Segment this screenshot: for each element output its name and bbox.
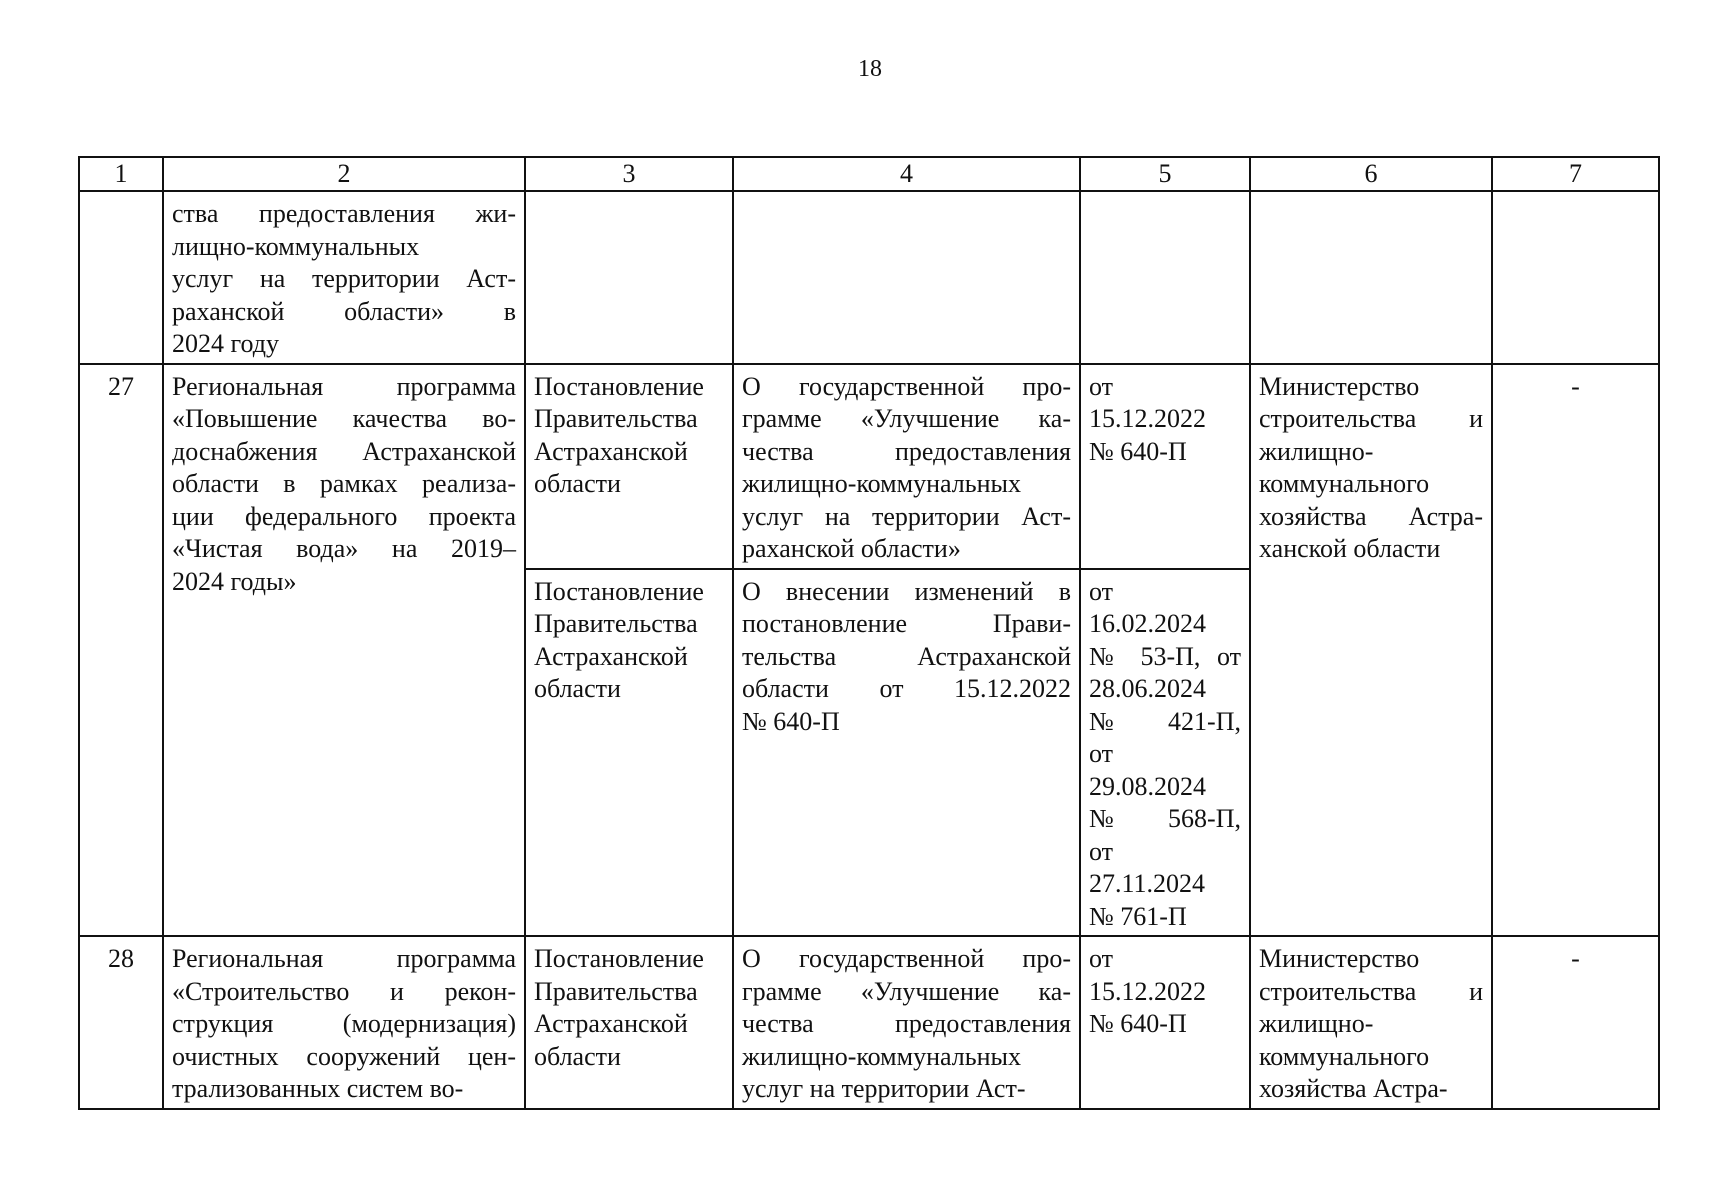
- text-line: О государственной про-: [742, 371, 1071, 401]
- text-line: Правительства: [534, 976, 698, 1006]
- text-line: трализованных систем во-: [172, 1074, 464, 1103]
- text-line: Астраханской: [534, 641, 688, 671]
- text-line: области в рамках реализа-: [172, 469, 516, 498]
- text-line: № 53-П, от: [1089, 641, 1241, 671]
- document-date: [1080, 569, 1250, 937]
- responsible-body: [1250, 936, 1492, 1109]
- text-line: от: [1089, 944, 1114, 973]
- text-line: жилищно-коммунальных: [742, 1041, 1021, 1071]
- text-line: № 640-П: [1089, 436, 1187, 466]
- text-line: «Строительство и рекон-: [172, 976, 516, 1006]
- text-line: коммунального: [1259, 469, 1430, 498]
- text-line: № 640-П: [742, 706, 840, 736]
- text-line: доснабжения Астраханской: [172, 436, 516, 466]
- text-line: 28.06.2024: [1089, 674, 1206, 703]
- text-line: «Чистая вода» на 2019–: [172, 534, 516, 563]
- row-number: 27: [79, 364, 163, 937]
- text-line: Постановление: [534, 944, 704, 973]
- text-line: лищно-коммунальных: [172, 231, 420, 261]
- text-line: Астраханской: [534, 436, 688, 466]
- text-line: раханской области»: [742, 534, 961, 563]
- row-number: 28: [79, 936, 163, 1109]
- text-line: грамме «Улучшение ка-: [742, 976, 1071, 1006]
- text-line: чества предоставления: [742, 1009, 1071, 1038]
- text-line: 15.12.2022: [1089, 404, 1206, 433]
- text-line: ции федерального проекта: [172, 501, 516, 531]
- text-line: области от 15.12.2022: [742, 674, 1071, 703]
- table-row-27: [79, 364, 1659, 569]
- text-line: хозяйства Астра-: [1259, 1074, 1448, 1103]
- note-cell: -: [1492, 936, 1659, 1109]
- header-col-2: 2: [163, 157, 525, 191]
- text-line: Правительства: [534, 609, 698, 638]
- text-line: О внесении изменений в: [742, 576, 1071, 606]
- text-line: струкция (модернизация): [172, 1009, 516, 1038]
- text-line: Министерство: [1259, 944, 1420, 973]
- text-line: от: [1089, 836, 1114, 866]
- text-line: области: [534, 469, 621, 498]
- cont-col-6: [1250, 191, 1492, 364]
- text-line: жилищно-: [1259, 1009, 1374, 1038]
- text-line: хозяйства Астра-: [1259, 501, 1483, 531]
- cont-col-3: [525, 191, 733, 364]
- document-date: [1080, 936, 1250, 1109]
- text-line: 29.08.2024: [1089, 771, 1206, 801]
- header-col-6: 6: [1250, 157, 1492, 191]
- text-line: Правительства: [534, 404, 698, 433]
- page-number: 18: [858, 56, 882, 82]
- text-line: Министерство: [1259, 371, 1420, 401]
- document-title: [733, 569, 1080, 937]
- text-line: ства предоставления жи-: [172, 199, 516, 228]
- text-line: коммунального: [1259, 1041, 1430, 1071]
- text-line: раханской области» в: [172, 296, 516, 326]
- text-line: от: [1089, 371, 1114, 401]
- document-title: [733, 364, 1080, 569]
- text-line: чества предоставления: [742, 436, 1071, 466]
- document-type: [525, 936, 733, 1109]
- text-line: строительства и: [1259, 976, 1483, 1006]
- note-cell: -: [1492, 364, 1659, 937]
- text-line: № 761-П: [1089, 901, 1187, 931]
- text-line: от: [1089, 739, 1114, 768]
- text-line: жилищно-: [1259, 436, 1374, 466]
- text-line: Региональная программа: [172, 944, 516, 973]
- text-line: 15.12.2022: [1089, 976, 1206, 1006]
- text-line: Постановление: [534, 371, 704, 401]
- text-line: жилищно-коммунальных: [742, 469, 1021, 498]
- continuation-row: [79, 191, 1659, 364]
- header-col-5: 5: [1080, 157, 1250, 191]
- document-title: [733, 936, 1080, 1109]
- text-line: Постановление: [534, 576, 704, 606]
- text-line: области: [534, 1041, 621, 1071]
- responsible-body: [1250, 364, 1492, 937]
- text-line: «Повышение качества во-: [172, 404, 516, 433]
- text-line: О государственной про-: [742, 944, 1071, 973]
- header-col-7: 7: [1492, 157, 1659, 191]
- text-line: услуг на территории Аст-: [742, 1074, 1026, 1103]
- text-line: 27.11.2024: [1089, 869, 1206, 898]
- text-line: постановление Прави-: [742, 609, 1071, 638]
- cont-program-name: [163, 191, 525, 364]
- program-name: [163, 936, 525, 1109]
- document-type: [525, 364, 733, 569]
- cont-col-7: [1492, 191, 1659, 364]
- text-line: 2024 годы»: [172, 566, 297, 596]
- header-col-3: 3: [525, 157, 733, 191]
- text-line: № 640-П: [1089, 1009, 1187, 1038]
- document-date: [1080, 364, 1250, 569]
- header-col-4: 4: [733, 157, 1080, 191]
- header-row: [79, 157, 1659, 191]
- document-table: [78, 156, 1660, 1110]
- text-line: от: [1089, 576, 1114, 606]
- header-col-1: 1: [79, 157, 163, 191]
- text-line: № 421-П,: [1089, 706, 1241, 736]
- text-line: тельства Астраханской: [742, 641, 1071, 671]
- cont-col-1: [79, 191, 163, 364]
- table-row-28: [79, 936, 1659, 1109]
- text-line: области: [534, 674, 621, 703]
- program-name: [163, 364, 525, 937]
- text-line: Региональная программа: [172, 371, 516, 401]
- cont-col-5: [1080, 191, 1250, 364]
- text-line: 2024 году: [172, 329, 279, 358]
- text-line: № 568-П,: [1089, 804, 1241, 833]
- text-line: 16.02.2024: [1089, 609, 1206, 638]
- text-line: услуг на территории Аст-: [742, 501, 1071, 531]
- text-line: грамме «Улучшение ка-: [742, 404, 1071, 433]
- text-line: строительства и: [1259, 404, 1483, 433]
- text-line: услуг на территории Аст-: [172, 264, 516, 293]
- cont-col-4: [733, 191, 1080, 364]
- text-line: ханской области: [1259, 534, 1441, 563]
- text-line: очистных сооружений цен-: [172, 1041, 516, 1071]
- text-line: Астраханской: [534, 1009, 688, 1038]
- document-type: [525, 569, 733, 937]
